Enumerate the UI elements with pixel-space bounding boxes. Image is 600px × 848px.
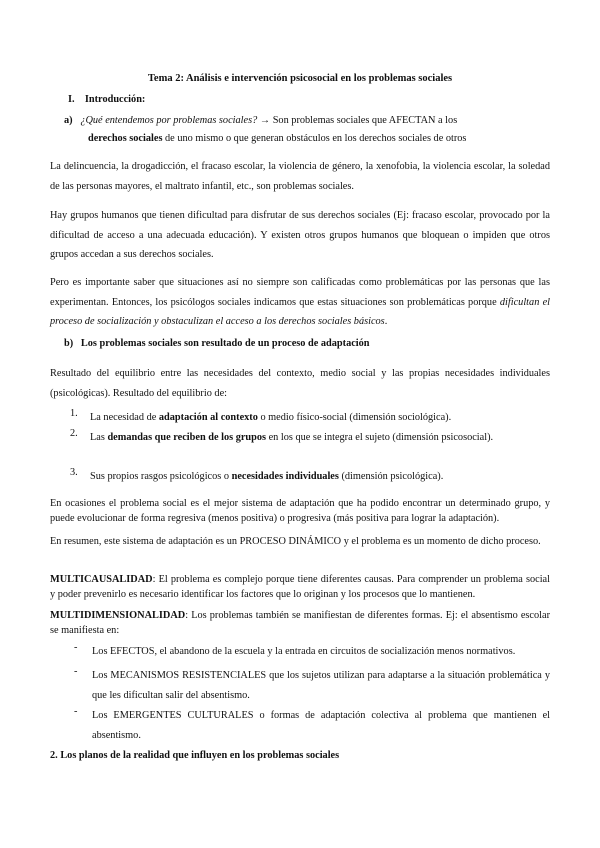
dash-mark: - [74,706,78,717]
list-item-pre: La necesidad de [90,412,157,423]
paragraph-3 [50,273,550,332]
section-2-heading [50,750,339,763]
item-b-marker: b) [64,338,74,349]
item-a-text2: de uno mismo o que generan obstáculos en los derechos sociales de otros [165,133,467,144]
paragraph-8-text: : Los problemas también se manifiestan de diferentes formas. Ej: el absentismo escolar se manifiesta en: [50,610,550,636]
paragraph-1: La delincuencia, la drogadicción, el fracaso escolar, la violencia de género, la xenofobia, la violencia escolar, la soledad de las personas mayores, el maltrato infantil, etc., son problemas sociales. [50,161,550,192]
page-title: Tema 2: Análisis e intervención psicosocial en los problemas sociales [147,73,453,84]
list-item-post: (dimensión psicológica). [341,471,444,482]
dash-item-text: Los EMERGENTES CULTURALES o formas de adaptación colectiva al problema que mantienen el absentismo. [92,710,550,741]
item-a [64,112,554,130]
list-item-number: 3. [70,467,78,478]
list-item-number: 2. [70,428,78,439]
list-item-text [90,408,506,428]
list-item-bold: necesidades individuales [231,471,339,482]
section-1-heading [68,94,145,107]
arrow-icon: → [259,115,271,126]
section-1-title: Introducción: [84,94,146,105]
item-b-heading [64,338,370,351]
list-item-number: 1. [70,408,78,419]
paragraph-7-text: : El problema es complejo porque tiene diferentes causas. Para comprender un problema social y poder prevenirlo es necesario identificar los factores que lo originan y los procesos que lo mantienen. [50,574,550,600]
item-a-marker: a) [64,115,73,126]
dash-list [0,642,600,742]
section-1-number: I. [68,94,75,105]
paragraph-8-bold: MULTIDIMENSIONALIDAD [50,610,186,621]
dash-item-text: Los MECANISMOS RESISTENCIALES que los sujetos utilizan para adaptarse a la situación problemática y que les dificultan salir del absentismo. [92,670,550,701]
paragraph-3-text: Pero es importante saber que situaciones así no siempre son calificadas como problemáticas por las personas que las experimentan. Entonces, los psicólogos sociales indicamos que estas situaciones son problemáticas porque [50,277,550,308]
list-item-bold: demandas que reciben de los grupos [107,432,267,443]
item-a-question: ¿Qué entendemos por problemas sociales? [80,115,258,126]
paragraph-2: Hay grupos humanos que tienen dificultad para disfrutar de sus derechos sociales (Ej: fracaso escolar, provocado por la dificultad de acceso a una adecuada educación). Y existen otros grupos humanos que bloquean o impiden que otros grupos accedan a sus derechos sociales. [50,210,550,260]
item-a-bold: derechos sociales [88,133,163,144]
paragraph-7 [50,572,550,602]
paragraph-5: En ocasiones el problema social es el mejor sistema de adaptación que ha podido encontrar un determinado grupo, y puede evolucionar de forma regresiva (menos positiva) o progresiva (más positiva para lograr la adaptación). [50,498,550,524]
section-2-number: 2. [50,750,58,761]
dash-mark: - [74,666,78,677]
paragraph-8 [50,608,550,638]
item-a-line2 [88,130,558,148]
paragraph-6: En resumen, este sistema de adaptación es un PROCESO DINÁMICO y el problema es un momento de dicho proceso. [50,536,541,547]
dash-item-text: Los EFECTOS, el abandono de la escuela y la entrada en circuitos de socialización menos normativos. [92,646,516,657]
paragraph-3-end: . [384,316,388,327]
list-item-pre: Sus propios rasgos psicológicos o [90,471,230,482]
item-b-title: Los problemas sociales son resultado de un proceso de adaptación [80,338,370,349]
paragraph-4: Resultado del equilibrio entre las necesidades del contexto, medio social y las propias necesidades individuales (psicológicas). Resultado del equilibrio de: [50,368,550,399]
numbered-list [0,408,600,488]
list-item-post: en los que se integra el sujeto (dimensión psicosocial). [268,432,494,443]
paragraph-3-italic: dificultan el proceso de socialización y obstaculizan el acceso a los derechos sociales básicos [50,296,550,327]
paragraph-7-bold: MULTICAUSALIDAD [50,574,153,585]
list-item-text [90,428,506,448]
list-item-post: o medio físico-social (dimensión sociológica). [260,412,452,423]
list-item-text [90,467,506,487]
item-a-text1: Son problemas sociales que AFECTAN a los [272,115,458,126]
section-2-title: Los planos de la realidad que influyen en los problemas sociales [60,750,340,761]
dash-mark: - [74,642,78,653]
list-item-pre: Las [90,432,105,443]
list-item-bold: adaptación al contexto [158,412,258,423]
